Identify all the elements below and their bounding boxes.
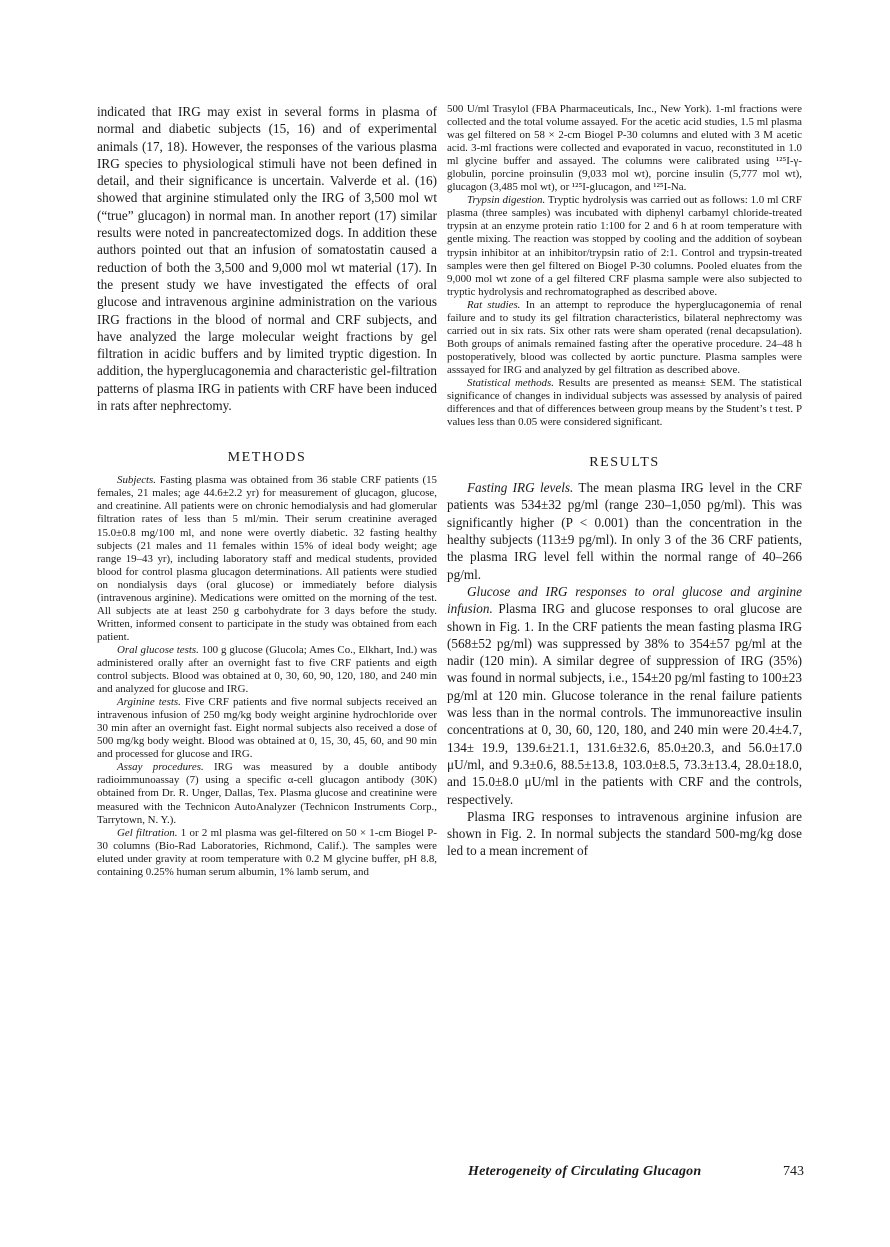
trypsin-body: Tryptic hydrolysis was carried out as follows: 1.0 ml CRF plasma (three samples) was incubated with diphenyl carbamyl chloride-treated trypsin at an enzyme protein ratio 1:100 for 2 and 6 h at room temperature with gentle mixing. The reaction was stopped by cooling and the addition of soybean trypsin inhibitor at an inhibitor/trypsin ratio of 2:1. Control and trypsin-treated samples were then gel filtered on Biogel P-30 columns. Pooled eluates from the 9,000 mol wt zone of a gel filtered CRF plasma sample were also subjected to tryptic hydrolysis and rechromatographed as described above. xyxy=(447,194,802,298)
gel-filtration-heading: Gel filtration. xyxy=(117,826,178,839)
methods-heading: METHODS xyxy=(227,450,307,466)
rat-studies-paragraph xyxy=(447,299,802,377)
oral-glucose-paragraph xyxy=(97,644,437,696)
right-column xyxy=(447,0,802,860)
arginine-heading: Arginine tests. xyxy=(117,696,181,709)
oral-glucose-heading: Oral glucose tests. xyxy=(117,643,199,656)
page-number: 743 xyxy=(783,1164,804,1179)
running-title: Heterogeneity of Circulating Glucagon xyxy=(468,1164,702,1179)
statistical-methods-body: Results are presented as means± SEM. The statistical significance of changes in individual subjects was assessed by analysis of paired differences and that of differences between group means by the Student’s t test. P values less than 0.05 were considered significant. xyxy=(447,376,802,429)
glucose-irg-paragraph xyxy=(447,583,802,808)
subjects-heading: Subjects. xyxy=(117,474,157,487)
gel-filtration-continued: 500 U/ml Trasylol (FBA Pharmaceuticals, Inc., New York). 1-ml fractions were collected and the total volume assayed. For the acetic acid studies, 1.5 ml plasma was gel filtered on 58 × 2-cm Biogel P-30 columns and eluted with 3 M acetic acid. 3-ml fractions were collected and evaporated in vacuo, reconstituted in 1.0 ml glycine buffer and assayed. The columns were calibrated using ¹²⁵I-γ-globulin, porcine proinsulin (9,033 mol wt), porcine insulin (5,777 mol wt), glucagon (3,485 mol wt), or ¹²⁵I-glucagon, and ¹²⁵I-Na. xyxy=(447,103,802,194)
gel-filtration-body: 1 or 2 ml plasma was gel-filtered on 50 × 1-cm Biogel P-30 columns (Bio-Rad Laboratories, Richmond, Calif.). The samples were eluted under gravity at room temperature with 0.2 M glycine buffer, pH 8.8, containing 0.25% human serum albumin, 1% lamb serum, and xyxy=(97,826,437,878)
statistical-methods-paragraph xyxy=(447,377,802,429)
glucose-irg-body: Plasma IRG and glucose responses to oral glucose are shown in Fig. 1. In the CRF patients the mean fasting plasma IRG (568±52 pg/ml) was suppressed by 38% to 354±57 pg/ml at the nadir (120 min). A similar degree of suppression of IRG (35%) was found in normal subjects, i.e., 154±20 pg/ml fasting to 100±23 pg/ml at 120 min. Glucose tolerance in the renal failure patients was less than in the normal controls. The immunoreactive insulin concentrations at 0, 30, 60, 120, 180, and 240 min were 20.4±4.7, 134± 19.9, 139.6±21.1, 131.6±32.6, 85.0±20.3, and 56.0±17.0 μU/ml, and 9.3±0.6, 88.5±13.8, 103.0±8.5, 73.3±13.4, 28.0±18.0, and 15.0±8.0 μU/ml in the patients with CRF and the controls, respectively. xyxy=(447,601,802,807)
fasting-irg-heading: Fasting IRG levels. xyxy=(467,480,574,496)
gel-filtration-paragraph xyxy=(97,827,437,879)
left-column xyxy=(97,0,437,879)
oral-glucose-body: 100 g glucose (Glucola; Ames Co., Elkhart, Ind.) was administered orally after an overnight fast to five CRF patients and eigth control subjects. Blood was obtained at 0, 30, 60, 90, 120, 180, and 240 min and analyzed for glucose and IRG. xyxy=(97,643,437,696)
arginine-results-paragraph: Plasma IRG responses to intravenous arginine infusion are shown in Fig. 2. In normal subjects the standard 500-mg/kg dose led to a mean increment of xyxy=(447,808,802,859)
trypsin-heading: Trypsin digestion. xyxy=(467,194,546,207)
fasting-irg-paragraph xyxy=(447,479,802,583)
arginine-paragraph xyxy=(97,696,437,761)
assay-body: IRG was measured by a double antibody radioimmunoassay (7) using a specific α-cell glucagon antibody (30K) obtained from Dr. R. Unger, Dallas, Tex. Plasma glucose and creatinine were measured with the Technicon AutoAnalyzer (Technicon Instruments Corp., Tarrytown, N. Y.). xyxy=(97,761,437,826)
rat-studies-body: In an attempt to reproduce the hyperglucagonemia of renal failure and to study its gel filtration characteristics, bilateral nephrectomy was carried out in six rats. Six other rats were sham operated (renal decapsulation). Both groups of animals remained fasting after the operative procedure. 24–48 h postoperatively, blood was collected by aortic puncture. Plasma samples were asssayed for IRG and analyzed by gel filtration as described above. xyxy=(447,298,802,376)
subjects-paragraph xyxy=(97,474,437,644)
assay-heading: Assay procedures. xyxy=(117,761,204,774)
glucose-irg-heading: Glucose and IRG responses to oral glucose and arginine infusion. xyxy=(447,583,802,617)
assay-paragraph xyxy=(97,761,437,826)
arginine-body: Five CRF patients and five normal subjects received an intravenous infusion of 250 mg/kg body weight arginine hydrochloride over 30 min after an overnight fast. Eight normal subjects also received a dose of 500 mg/kg body weight. Blood was obtained at 0, 15, 30, 45, 60, and 90 min and processed for glucose and IRG. xyxy=(97,696,437,761)
subjects-body: Fasting plasma was obtained from 36 stable CRF patients (15 females, 21 males; age 44.6±2.2 yr) for measurement of glucagon, glucose, and creatinine. All patients were on chronic hemodialysis and had glomerular filtration rates of less than 5 ml/min. Their serum creatinine averaged 15.0±0.8 mg/100 ml, and none were overtly diabetic. 32 fasting healthy subjects (21 males and 11 females within 15% of ideal body weight; age range 19–43 yr), including laboratory staff and medical students, provided blood for control plasma glucagon determinations. All patients were studied on nondialysis days (oral glucose) or immediately before dialysis (intravenous arginine). Medications were omitted on the morning of the test. All subjects ate at least 250 g carbohydrate for 3 days before the study. Written, informed consent to participate in the study was obtained from each patient. xyxy=(97,474,437,643)
rat-studies-heading: Rat studies. xyxy=(467,298,521,311)
results-heading: RESULTS xyxy=(589,455,660,471)
intro-paragraph: indicated that IRG may exist in several forms in plasma of normal and diabetic subjects (15, 16) and of experimental animals (17, 18). However, the responses of the various plasma IRG species to physiological stimuli have not been defined in detail, and their significance is uncertain. Valverde et al. (16) showed that arginine stimulated only the IRG of 3,500 mol wt (“true” glucagon) in normal man. In another report (17) similar results were noted in pancreatectomized dogs. In addition these authors pointed out that an infusion of somatostatin caused a reduction of both the 3,500 and 9,000 mol wt material (17). In the present study we have investigated the effects of oral glucose and intravenous arginine administration on the various IRG fractions in the blood of normal and CRF subjects, and have analyzed the large molecular weight fractions by gel filtration in acidic buffers and by limited tryptic digestion. In addition, the hyperglucagonemia and characteristic gel-filtration patterns of plasma IRG in patients with CRF have been induced in rats after nephrectomy. xyxy=(97,104,437,414)
fasting-irg-body: The mean plasma IRG level in the CRF patients was 534±32 pg/ml (range 230–1,050 pg/ml). This was significantly higher (P < 0.001) than the concentration in the healthy subjects (113±9 pg/ml). In only 3 of the 36 CRF patients, the plasma IRG level fell within the normal range of 40–266 pg/ml. xyxy=(447,480,802,582)
trypsin-paragraph xyxy=(447,194,802,298)
statistical-methods-heading: Statistical methods. xyxy=(467,376,554,389)
